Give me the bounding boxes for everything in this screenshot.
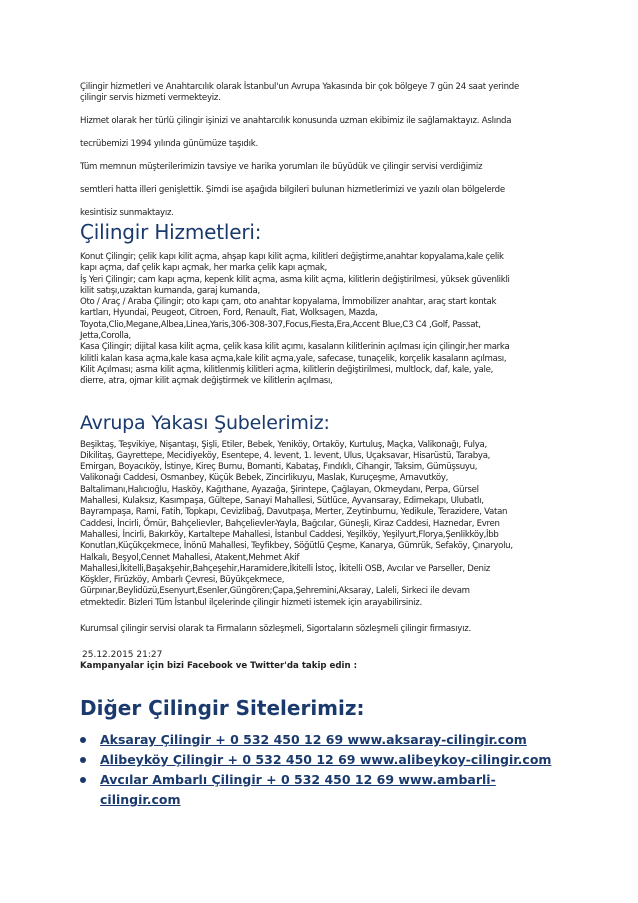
intro-line: tecrübemizi 1994 yılında günümüze taşıdık. [80,139,258,149]
branches-line: Mahallesi, Kulaksız, Kasımpaşa, Gültepe, Sanayi Mahallesi, Sütlüce, Ayvansaray, Edirnekapı, Ulubatlı, [80,496,484,507]
services-line: kilitli kalan kasa açma,kale kasa açma,kale kilit açma,yale, safecase, tunaçelik, korçelik kasaların açılması, [80,353,507,364]
other-sites-list [80,730,576,808]
services-line: İş Yeri Çilingir; cam kapı açma, kepenk kilit açma, asma kilit açma, kilitlerin değiştirilmesi, yüksek güvenlikli [80,274,510,285]
branches-line: Mahallesi, İncirli, Bakırköy, Kartaltepe Mahallesi, İstanbul Caddesi, Yeşilköy, Yeşilyurt,Florya,Şenlikköy,İbb [80,529,499,540]
services-text [80,252,576,388]
services-line: Jetta,Corolla, [80,331,131,342]
list-item [80,730,576,750]
services-line: kartları, Hyundai, Peugeot, Citroen, Ford, Renault, Fiat, Wolksagen, Mazda, [80,308,378,319]
branches-line: Konutları,Küçükçekmece, İnönü Mahallesi, Teyfikbey, Söğütlü Çeşme, Kanarya, Gümrük, Sefaköy, Çınaryolu, [80,541,513,552]
branches-line: etmektedir. Bizleri Tüm İstanbul ilçelerinde çilingir hizmeti istemek için arayabilirsiniz. [80,597,422,608]
branches-line: Gürpınar,Beylidüzü,Esenyurt,Esenler,Güngören;Çapa,Şehremini,Aksaray, Laleli, Sirkeci ile devam [80,586,470,597]
services-line: Kasa Çilingir; dijital kasa kilit açma, çelik kasa kilit açımı, kasaların kilitlerinin açılması için çilingir,her marka [80,342,510,353]
intro-line: çilingir servis hizmeti vermekteyiz. [80,93,221,103]
services-line: Konut Çilingir; çelik kapı kilit açma, ahşap kapı kilit açma, kilitleri değiştirme,anahtar kopyalama,kale çelik [80,252,504,262]
site-link-ambarli[interactable]: Avcılar Ambarlı Çilingir + 0 532 450 12 69 www.ambarli-cilingir.com [100,772,496,808]
services-line: kapı açma, daf çelik kapı açmak, her marka çelik kapı açmak, [80,263,327,274]
branches-line: Emirgan, Boyacıköy, İstinye, Kireç Burnu, Bomanti, Kabataş, Fındıklı, Cihangir, Taksim, Gümüşsuyu, [80,462,478,473]
corporate-note: Kurumsal çilingir servisi olarak ta Firmaların sözleşmeli, Sigortaların sözleşmeli çilingir firmasıyız. [80,624,471,635]
intro-line: kesintisiz sunmaktayız. [80,208,174,218]
branches-line: Halkalı, Beşyol,Cennet Mahallesi, Atakent,Mehmet Akif [80,552,300,563]
intro-line: semtleri hatta illeri genişlettik. Şimdi ise aşağıda bilgileri bulunan hizmetlerimizi ve yazılı olan bölgelerde [80,185,505,195]
branches-line: Dikilitaş, Gayrettepe, Mecidiyeköy, Esentepe, 4. levent, 1. levent, Ulus, Uçaksavar, Hisarüstü, Tarabya, [80,450,491,461]
other-sites-heading: Diğer Çilingir Sitelerimiz: [80,696,365,721]
bullet-icon [80,777,86,783]
services-line: dierre, atra, ojmar kilit açmak değiştirmek ve kilitlerin açılması, [80,376,333,387]
site-link-aksaray[interactable]: Aksaray Çilingir + 0 532 450 12 69 www.aksaray-cilingir.com [100,732,527,748]
branches-line: Caddesi, İncirli, Ömür, Bahçelievler, Bahçelievler-Yayla, Bağcılar, Güneşli, Kiraz Caddesi, Haznedar, Evren [80,518,500,529]
services-line: kilit satışı,uzaktan kumanda, garaj kumanda, [80,285,260,296]
branches-text [80,440,576,609]
bullet-icon [80,757,86,763]
list-item [80,750,576,770]
branches-line: Köşkler, Firüzköy, Ambarlı Çevresi, Büyükçekmece, [80,575,285,586]
bullet-icon [80,737,86,743]
intro-line: Çilingir hizmetleri ve Anahtarcılık olarak İstanbul'un Avrupa Yakasında bir çok bölgeye 7 gün 24 saat yerinde [80,82,520,92]
list-item [80,770,576,808]
intro-line: Hizmet olarak her türlü çilingir işinizi ve anahtarcılık konusunda uzman ekibimiz ile sağlamaktayız. Aslında [80,116,512,126]
branches-heading: Avrupa Yakası Şubelerimiz: [80,411,330,434]
services-line: Oto / Araç / Araba Çilingir; oto kapı çam, oto anahtar kopyalama, İmmobilizer anahtar, araç start kontak [80,297,497,308]
branches-line: Mahallesi,İkitelli,Başakşehir,Bahçeşehir,Haramidere,İkitelli İstoç, İkitelli OSB, Avcılar ve Parseller, Deniz [80,563,490,574]
intro-line: Tüm memnun müşterilerimizin tavsiye ve harika yorumları ile büyüdük ve çilingir servisi verdiğimiz [80,162,483,172]
branches-line: Beşiktaş, Teşvikiye, Nişantaşı, Şişli, Etiler, Bebek, Yeniköy, Ortaköy, Kurtuluş, Maçka, Valikonağı, Fulya, [80,439,487,450]
services-heading: Çilingir Hizmetleri: [80,220,262,244]
branches-line: Baltalimanı,Halıcıoğlu, Hasköy, Kağıthane, Ayazağa, Şirintepe, Çağlayan, Okmeydanı, Perpa, Gürsel [80,484,479,495]
branches-line: Valikonağı Caddesi, Osmanbey, Küçük Bebek, Zincirlikuyu, Maslak, Kuruçeşme, Arnavutköy, [80,473,449,484]
campaign-note: Kampanyalar için bizi Facebook ve Twitter'da takip edin : [80,661,358,672]
site-link-alibeykoy[interactable]: Alibeyköy Çilingir + 0 532 450 12 69 www.alibeykoy-cilingir.com [100,752,552,768]
branches-line: Bayrampaşa, Rami, Fatih, Topkapı, Cevizlibağ, Davutpaşa, Merter, Zeytinburnu, Yedikule, Terazidere, Vatan [80,507,508,518]
intro-section [80,0,576,219]
post-date: 25.12.2015 21:27 [82,650,163,661]
document-page [80,0,576,808]
services-line: Kilit Açılması; asma kilit açma, kilitlenmiş kilitleri açma, kilitlerin değiştirilmesi, multlock, daf, kale, yale, [80,364,494,375]
services-line: Toyota,Clio,Megane,Albea,Linea,Yaris,306-308-307,Focus,Fiesta,Era,Accent Blue,C3 C4 ,Golf, Passat, [80,319,481,330]
